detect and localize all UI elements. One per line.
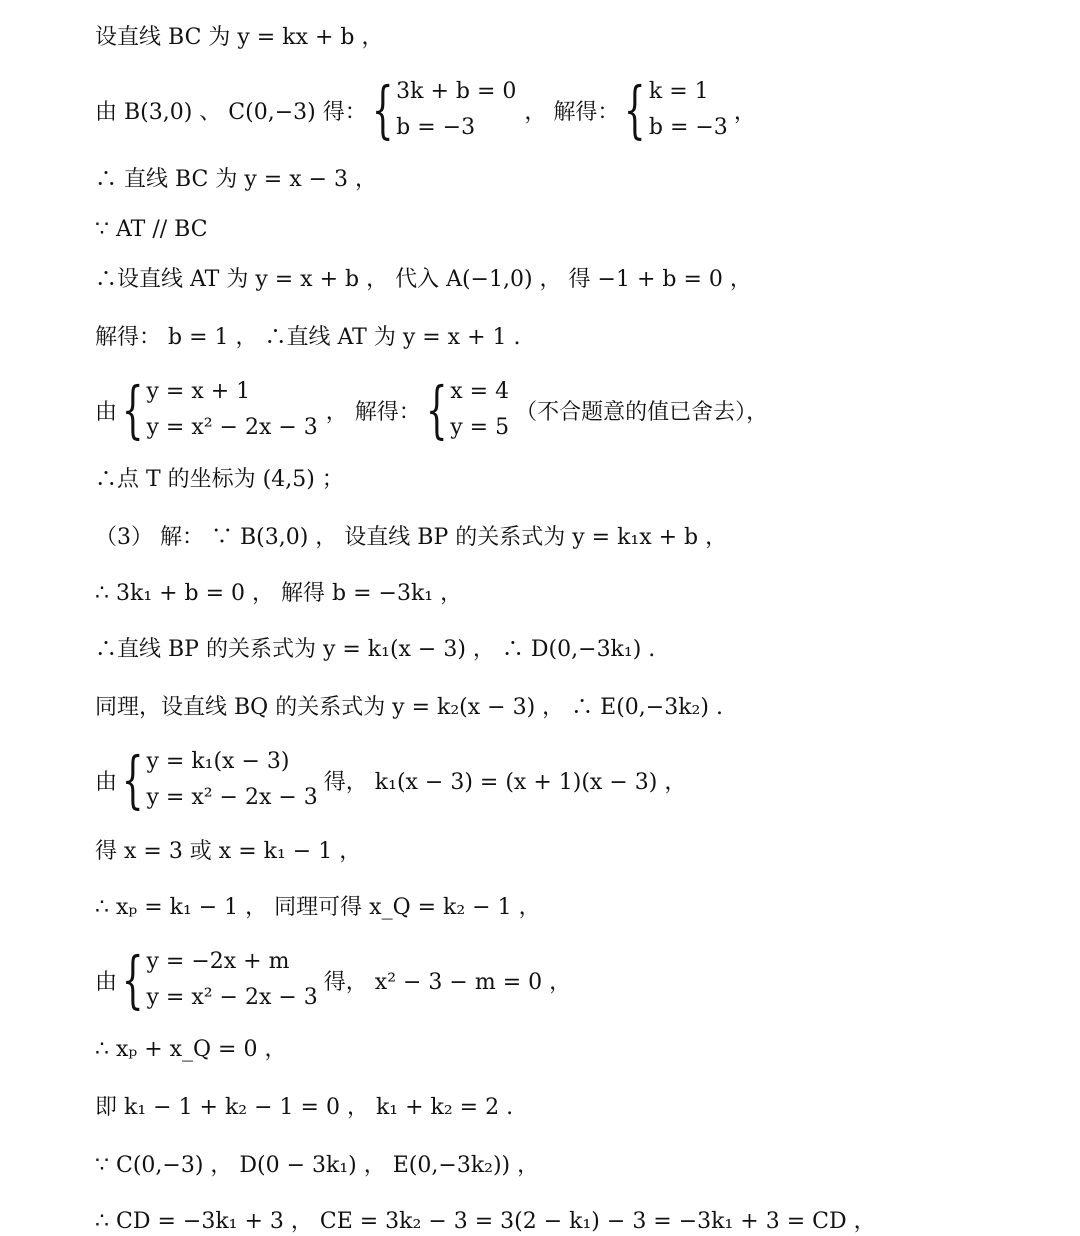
line-at-result: 解得： b = 1 ， ∴直线 AT 为 y = x + 1 . <box>95 325 521 350</box>
system-bp-prefix: 由 <box>95 769 118 795</box>
system-bc-equations <box>396 74 516 146</box>
system-at-tail: （不合题意的值已舍去）， <box>515 399 769 425</box>
equation: y = k₁(x − 3) <box>146 749 290 774</box>
system-at-mid: ， 解得： <box>325 399 421 425</box>
system-line-m <box>95 944 571 1016</box>
system-line-m-prefix: 由 <box>95 969 118 995</box>
left-brace: { <box>371 73 394 146</box>
equation: y = x² − 2x − 3 <box>146 985 318 1010</box>
line-k-sum: 即 k₁ − 1 + k₂ − 1 = 0 ， k₁ + k₂ = 2 . <box>95 1095 514 1120</box>
equation: y = x² − 2x − 3 <box>146 785 318 810</box>
system-at-prefix: 由 <box>95 399 118 425</box>
line-bp: ∴直线 BP 的关系式为 y = k₁(x − 3) ， ∴ D(0,−3k₁) . <box>95 637 656 662</box>
line-part3: （3） 解： ∵ B(3,0) ， 设直线 BP 的关系式为 y = k₁x + b ， <box>95 525 728 550</box>
left-brace: { <box>624 73 646 146</box>
equation: y = x² − 2x − 3 <box>146 415 318 440</box>
system-line-m-equations <box>146 944 317 1016</box>
left-brace: { <box>121 943 144 1016</box>
line-points: ∵ C(0,−3) ， D(0 − 3k₁) ， E(0,−3k₂)) ， <box>95 1153 540 1178</box>
system-at-equations <box>146 374 317 446</box>
line-bc-result: ∴ 直线 BC 为 y = x − 3 ， <box>95 167 378 192</box>
equation: 3k + b = 0 <box>396 79 517 104</box>
system-at-solution <box>450 374 509 446</box>
system-bc <box>95 74 756 146</box>
line-x-solutions: 得 x = 3 或 x = k₁ − 1 ， <box>95 839 362 864</box>
equation: y = 5 <box>450 415 510 440</box>
line-point-t: ∴点 T 的坐标为 (4,5) ； <box>95 467 344 492</box>
system-bp-equations <box>146 744 317 816</box>
equation: k = 1 <box>648 79 709 104</box>
line-cd-ce: ∴ CD = −3k₁ + 3 ， CE = 3k₂ − 3 = 3(2 − k₁) − 3 = −3k₁ + 3 = CD ， <box>95 1209 876 1234</box>
system-at <box>95 374 768 446</box>
system-line-m-tail: 得， x² − 3 − m = 0 ， <box>323 969 572 995</box>
left-brace: { <box>121 743 144 816</box>
system-bp-tail: 得， k₁(x − 3) = (x + 1)(x − 3) ， <box>323 769 687 795</box>
line-sum-zero: ∴ xₚ + x_Q = 0 ， <box>95 1037 287 1062</box>
system-bc-tail: ， <box>733 99 756 125</box>
equation: y = −2x + m <box>146 949 290 974</box>
equation: b = −3 <box>648 115 728 140</box>
equation: b = −3 <box>396 115 476 140</box>
system-bc-solution <box>649 74 728 146</box>
equation: x = 4 <box>450 379 510 404</box>
system-bp <box>95 744 686 816</box>
left-brace: { <box>425 373 448 446</box>
line-parallel: ∵ AT // BC <box>95 217 208 242</box>
equation: y = x + 1 <box>146 379 251 404</box>
system-bc-mid: ， 解得： <box>524 99 620 125</box>
line-xp-xq: ∴ xₚ = k₁ − 1 ， 同理可得 x_Q = k₂ − 1 ， <box>95 895 541 920</box>
system-bc-prefix: 由 B(3,0) 、 C(0,−3) 得： <box>95 99 367 125</box>
line-set-at: ∴设直线 AT 为 y = x + b ， 代入 A(−1,0) ， 得 −1 + b = 0 ， <box>95 267 752 292</box>
left-brace: { <box>121 373 144 446</box>
line-set-bc: 设直线 BC 为 y = kx + b ， <box>95 25 384 50</box>
line-solve-b: ∴ 3k₁ + b = 0 ， 解得 b = −3k₁ ， <box>95 581 463 606</box>
line-bq: 同理，设直线 BQ 的关系式为 y = k₂(x − 3) ， ∴ E(0,−3k₂) . <box>95 695 723 720</box>
